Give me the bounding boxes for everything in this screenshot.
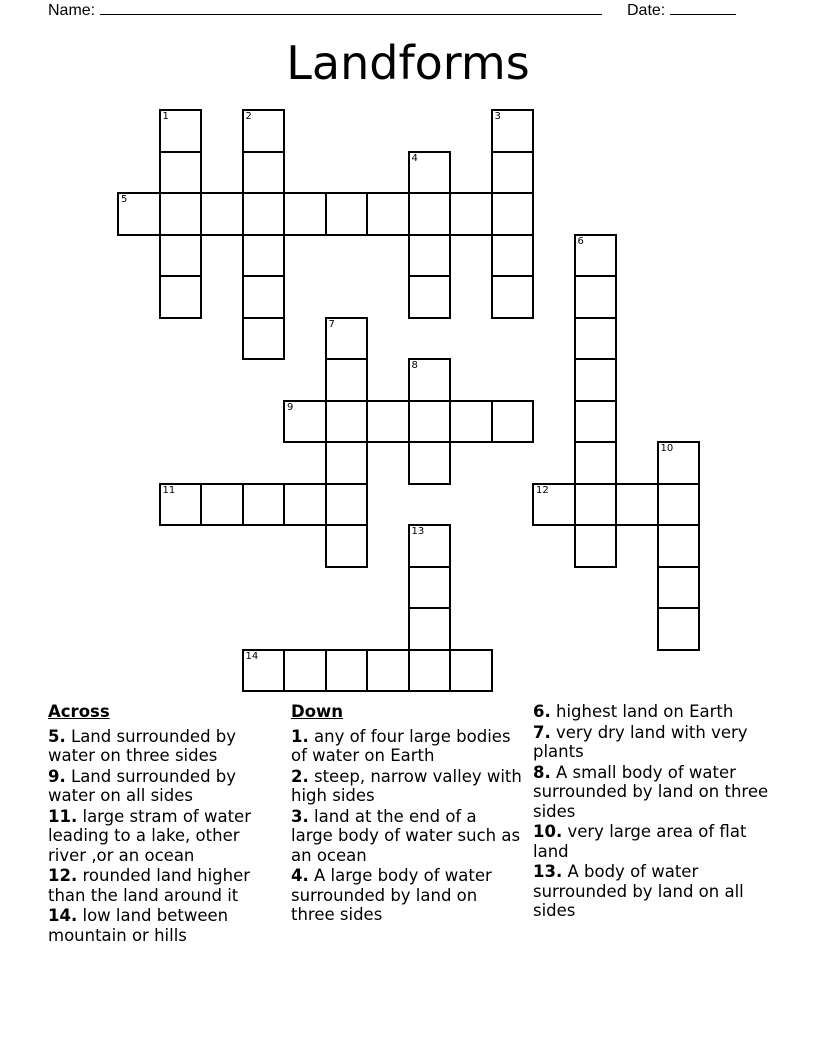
cell-number: 11 (162, 484, 176, 496)
grid-cell[interactable] (325, 483, 369, 527)
grid-cell[interactable] (242, 649, 286, 693)
grid-cell[interactable] (159, 151, 203, 195)
cell-number: 1 (162, 111, 169, 122)
clue-number: 1. (291, 726, 309, 746)
clue-number: 9. (48, 766, 66, 786)
date-label: Date: (627, 2, 666, 19)
clue-text: steep, narrow valley with high sides (291, 766, 522, 805)
name-label: Name: (48, 2, 96, 19)
grid-cell[interactable] (574, 358, 618, 402)
clue-number: 6. (533, 702, 551, 721)
cell-number: 4 (411, 152, 418, 164)
grid-cell[interactable] (283, 649, 327, 693)
grid-cell[interactable] (325, 441, 369, 485)
clue-number: 4. (291, 866, 309, 885)
cell-number: 14 (245, 650, 259, 662)
clue-number: 8. (533, 762, 551, 782)
grid-cell[interactable] (408, 441, 452, 485)
clue-number: 14. (48, 906, 78, 925)
grid-cell[interactable] (657, 566, 701, 610)
down-clues-col1 (291, 702, 523, 926)
grid-cell[interactable] (325, 400, 369, 444)
clue-item (48, 807, 280, 866)
grid-cell[interactable] (574, 524, 618, 568)
grid-cell[interactable] (491, 151, 535, 195)
grid-cell[interactable] (408, 400, 452, 444)
grid-cell[interactable] (408, 275, 452, 319)
clue-item (48, 767, 280, 806)
grid-cell[interactable] (159, 483, 203, 527)
clue-number: 3. (291, 806, 309, 826)
grid-cell[interactable] (657, 524, 701, 568)
clue-text: A small body of water surrounded by land on three sides (533, 762, 769, 821)
grid-cell[interactable] (325, 358, 369, 402)
grid-cell[interactable] (117, 192, 161, 236)
grid-cell[interactable] (657, 441, 701, 485)
clue-number: 12. (48, 866, 78, 885)
grid-cell[interactable] (159, 275, 203, 319)
grid-cell[interactable] (159, 192, 203, 236)
grid-cell[interactable] (449, 400, 493, 444)
grid-cell[interactable] (491, 234, 535, 278)
clue-number: 13. (533, 862, 563, 881)
clue-text: rounded land higher than the land around it (48, 866, 251, 905)
cell-number: 10 (660, 443, 674, 454)
clue-number: 2. (291, 766, 309, 786)
grid-cell[interactable] (242, 151, 286, 195)
clue-item (533, 822, 773, 861)
grid-cell[interactable] (408, 358, 452, 402)
grid-cell[interactable] (491, 400, 535, 444)
page-title: Landforms (286, 36, 530, 90)
clue-item (533, 723, 773, 762)
cell-number: 13 (411, 526, 425, 537)
clue-text: Land surrounded by water on all sides (48, 766, 237, 805)
grid-cell[interactable] (491, 109, 535, 153)
grid-cell[interactable] (366, 649, 410, 693)
grid-cell[interactable] (657, 607, 701, 651)
clue-text: Land surrounded by water on three sides (48, 726, 237, 765)
grid-cell[interactable] (283, 483, 327, 527)
grid-cell[interactable] (366, 192, 410, 236)
grid-cell[interactable] (283, 400, 327, 444)
grid-cell[interactable] (325, 524, 369, 568)
across-clues (48, 702, 280, 946)
grid-cell[interactable] (200, 192, 244, 236)
grid-cell[interactable] (615, 483, 659, 527)
clue-number: 10. (533, 822, 563, 841)
grid-cell[interactable] (366, 400, 410, 444)
clue-item (533, 702, 773, 722)
grid-cell[interactable] (408, 524, 452, 568)
clue-item (291, 866, 523, 925)
grid-cell[interactable] (283, 192, 327, 236)
clue-text: A large body of water surrounded by land on three sides (291, 866, 492, 924)
clue-item (291, 767, 523, 806)
grid-cell[interactable] (325, 317, 369, 361)
grid-cell[interactable] (491, 275, 535, 319)
clue-text: any of four large bodies of water on Earth (291, 726, 511, 765)
grid-cell[interactable] (449, 649, 493, 693)
cell-number: 2 (245, 111, 252, 122)
grid-cell[interactable] (574, 234, 618, 278)
across-heading: Across (48, 702, 110, 721)
cell-number: 6 (577, 235, 584, 247)
grid-cell[interactable] (325, 649, 369, 693)
grid-cell[interactable] (408, 234, 452, 278)
grid-cell[interactable] (408, 649, 452, 693)
grid-cell[interactable] (159, 109, 203, 153)
grid-cell[interactable] (657, 483, 701, 527)
clue-item (291, 807, 523, 866)
grid-cell[interactable] (242, 275, 286, 319)
clue-item (48, 727, 280, 766)
cell-number: 5 (121, 194, 128, 205)
grid-cell[interactable] (574, 275, 618, 319)
clue-item (48, 866, 280, 905)
grid-cell[interactable] (532, 483, 576, 527)
grid-cell[interactable] (408, 566, 452, 610)
grid-cell[interactable] (242, 483, 286, 527)
grid-cell[interactable] (574, 317, 618, 361)
grid-cell[interactable] (325, 192, 369, 236)
clue-text: land at the end of a large body of water such as an ocean (291, 806, 521, 865)
down-heading: Down (291, 702, 344, 721)
clue-item (533, 763, 773, 822)
grid-cell[interactable] (159, 234, 203, 278)
grid-cell[interactable] (242, 234, 286, 278)
cell-number: 12 (536, 484, 549, 496)
clue-text: low land between mountain or hills (48, 906, 229, 945)
clue-number: 5. (48, 726, 66, 746)
grid-cell[interactable] (449, 192, 493, 236)
clue-text: large stram of water leading to a lake, other river ,or an ocean (48, 806, 251, 865)
grid-cell[interactable] (408, 607, 452, 651)
grid-cell[interactable] (574, 400, 618, 444)
clue-text: very dry land with very plants (533, 722, 748, 761)
grid-cell[interactable] (408, 151, 452, 195)
grid-cell[interactable] (200, 483, 244, 527)
clue-item (533, 862, 773, 921)
down-clues-col2 (533, 702, 773, 922)
cell-number: 9 (287, 401, 294, 413)
cell-number: 8 (411, 360, 418, 371)
grid-cell[interactable] (242, 192, 286, 236)
clue-text: highest land on Earth (550, 702, 734, 721)
grid-cell[interactable] (574, 483, 618, 527)
grid-cell[interactable] (574, 441, 618, 485)
clue-text: A body of water surrounded by land on all sides (533, 862, 744, 920)
grid-cell[interactable] (408, 192, 452, 236)
clue-number: 11. (48, 806, 78, 826)
cell-number: 7 (328, 318, 335, 330)
grid-cell[interactable] (491, 192, 535, 236)
clue-number: 7. (533, 722, 551, 742)
clue-item (291, 727, 523, 766)
grid-cell[interactable] (242, 109, 286, 153)
clue-item (48, 906, 280, 945)
cell-number: 3 (494, 111, 501, 122)
clue-text: very large area of flat land (533, 822, 747, 861)
grid-cell[interactable] (242, 317, 286, 361)
